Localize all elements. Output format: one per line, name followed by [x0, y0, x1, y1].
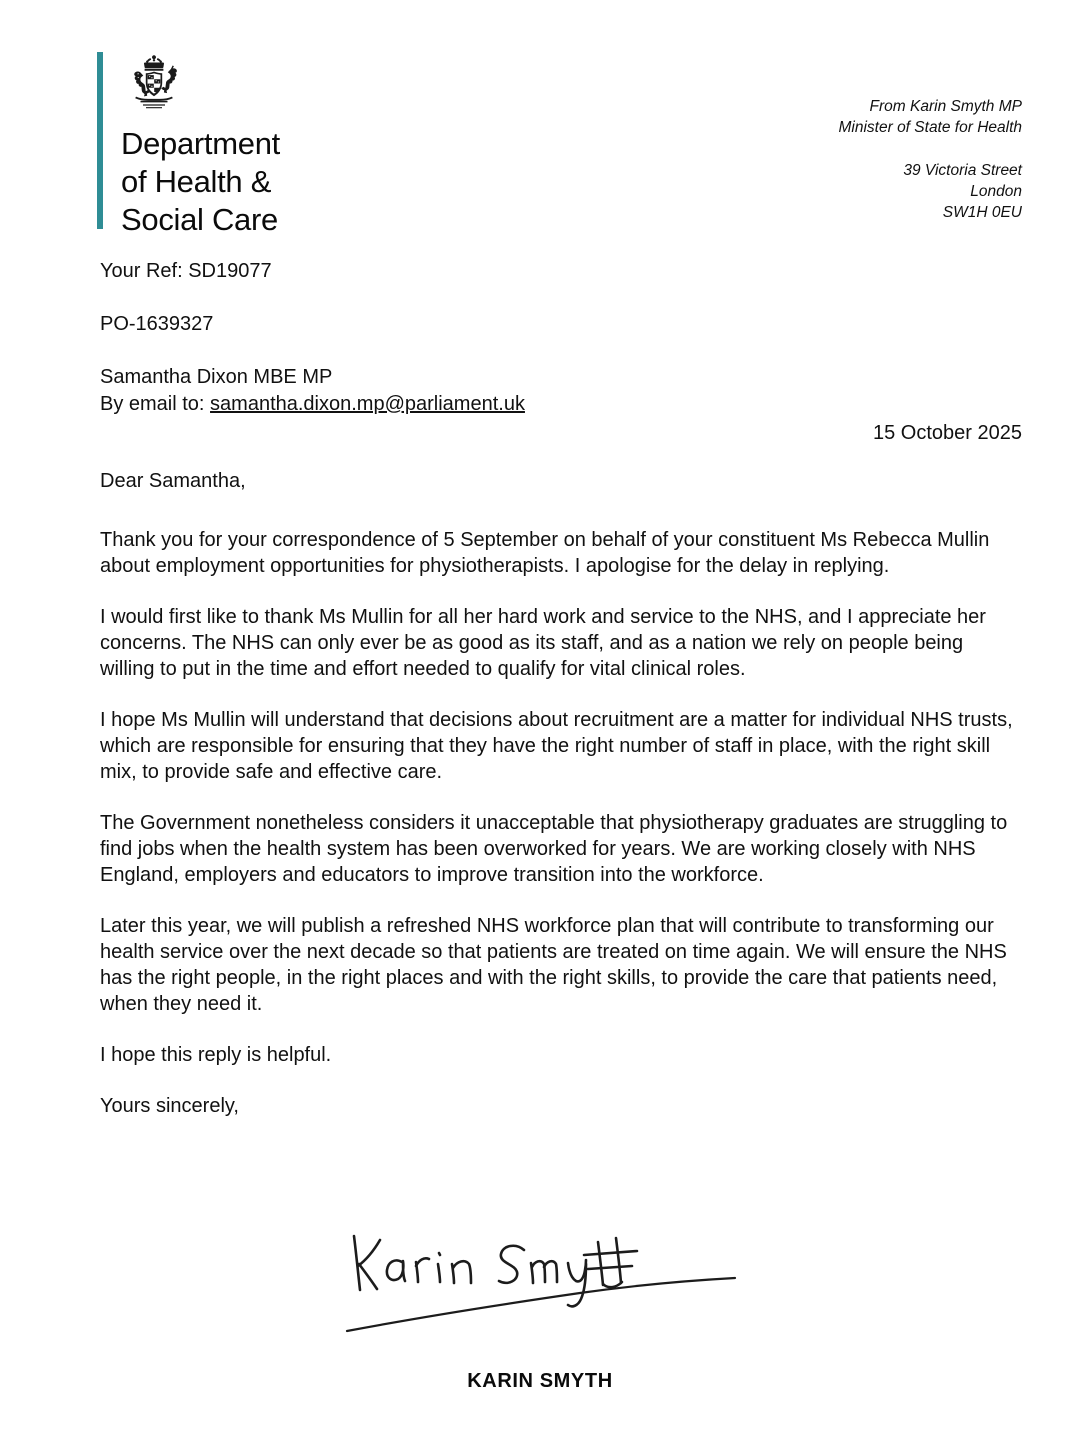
- wordmark-line-1: Department: [121, 126, 280, 161]
- closing-line: Yours sincerely,: [100, 1095, 239, 1117]
- sender-block: [839, 96, 1023, 223]
- sender-street: 39 Victoria Street: [903, 162, 1022, 179]
- case-ref: PO-1639327: [100, 313, 214, 335]
- body-paragraph-3: I hope Ms Mullin will understand that decisions about recruitment are a matter for individual NHS trusts, which are responsible for ensuring that they have the right number of staff in place, with the right skill mix, to provide safe and effective care.: [100, 709, 1013, 783]
- your-ref: Your Ref: SD19077: [100, 260, 272, 282]
- reference-block: [100, 258, 525, 418]
- accent-rule: [97, 52, 103, 229]
- body-paragraph-5: Later this year, we will publish a refreshed NHS workforce plan that will contribute to transforming our health service over the next decade so that patients are treated on time again. We will ensure the NHS has the right people, in the right places and with the right skills, to provide the care that patients need, when they need it.: [100, 915, 1007, 1015]
- letterhead: [97, 52, 280, 239]
- email-prefix-label: By email to:: [100, 393, 211, 415]
- sender-city: London: [970, 183, 1022, 200]
- body-paragraph-2: I would first like to thank Ms Mullin for all her hard work and service to the NHS, and I appreciate her concerns. The NHS can only ever be as good as its staff, and as a nation we rely on people being willing to put in the time and effort needed to qualify for vital clinical roles.: [100, 606, 986, 680]
- signatory-printed-name: KARIN SMYTH: [467, 1370, 613, 1392]
- sender-role: Minister of State for Health: [838, 119, 1022, 136]
- wordmark-line-2: of Health &: [121, 164, 272, 199]
- letter-date: 15 October 2025: [873, 422, 1022, 444]
- sender-postcode: SW1H 0EU: [942, 204, 1022, 221]
- wordmark-line-3: Social Care: [121, 202, 278, 237]
- addressee-block: [100, 364, 525, 418]
- body-paragraph-1: Thank you for your correspondence of 5 September on behalf of your constituent Ms Rebecca Mullin about employment opportunities for physiotherapists. I apologise for the delay in replying.: [100, 529, 990, 577]
- recipient-email-link[interactable]: samantha.dixon.mp@parliament.uk: [210, 393, 525, 415]
- body-paragraph-6: I hope this reply is helpful.: [100, 1044, 332, 1066]
- royal-coat-of-arms-icon: [123, 52, 185, 119]
- addressee-name: Samantha Dixon MBE MP: [100, 366, 333, 388]
- signature-area: [0, 1228, 1080, 1393]
- salutation: Dear Samantha,: [100, 470, 246, 492]
- body-paragraph-4: The Government nonetheless considers it unacceptable that physiotherapy graduates are struggling to find jobs when the health system has been overworked for years. We are working closely with NHS England, employers and educators to improve transition into the workforce.: [100, 812, 1008, 886]
- letter-body: [100, 468, 1020, 1144]
- handwritten-signature-icon: [0, 1228, 1080, 1348]
- sender-from: From Karin Smyth MP: [869, 98, 1022, 115]
- brand-block: [121, 52, 280, 239]
